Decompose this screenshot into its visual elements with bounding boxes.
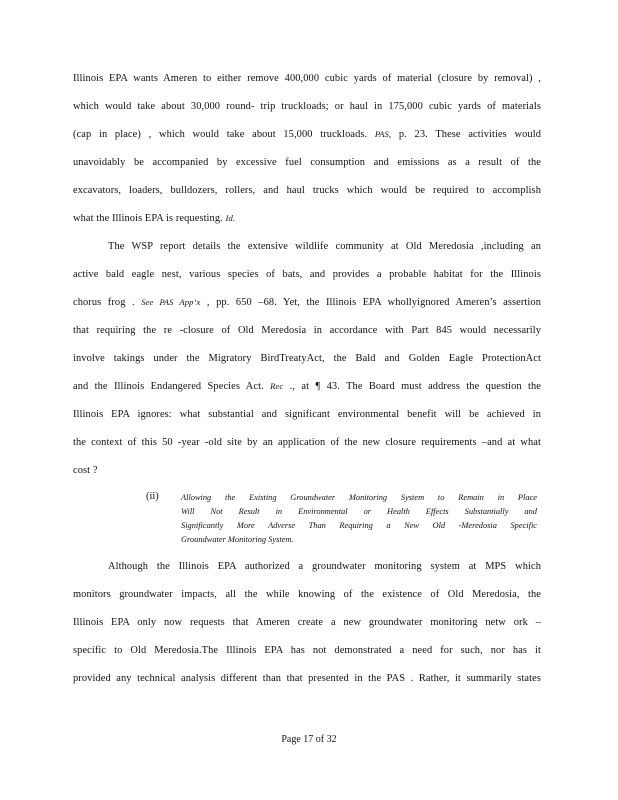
page-number: Page 17 of 32 (281, 734, 337, 745)
paragraph-3-line: monitors groundwater impacts, all the while knowing of the existence of Old Meredosia, the (73, 589, 541, 600)
paragraph-3-line: Although the Illinois EPA authorized a groundwater monitoring system at MPS which (108, 561, 541, 572)
paragraph-2-line: involve takings under the Migratory BirdTreatyAct, the Bald and Golden Eagle ProtectionAct (73, 353, 541, 364)
subheading-line: Significantly More Adverse Than Requiring a New Old -Meredosia Specific (181, 521, 537, 530)
paragraph-1-line: Illinois EPA wants Ameren to either remove 400,000 cubic yards of material (closure by removal) , (73, 73, 541, 84)
paragraph-3-line: specific to Old Meredosia.The Illinois EPA has not demonstrated a need for such, nor has it (73, 645, 541, 656)
citation: Rec (270, 381, 284, 391)
paragraph-2-line: the context of this 50 -year -old site by an application of the new closure requirements –and at what (73, 437, 541, 448)
paragraph-3-line: provided any technical analysis different than that presented in the PAS . Rather, it summarily states (73, 673, 541, 684)
paragraph-3-line: Illinois EPA only now requests that Ameren create a new groundwater monitoring netw ork – (73, 617, 541, 628)
paragraph-2-line: and the Illinois Endangered Species Act. Rec ., at ¶ 43. The Board must address the question the (73, 381, 541, 392)
subheading-line: Allowing the Existing Groundwater Monitoring System to Remain in Place (181, 493, 537, 502)
subheading-marker: (ii) (146, 491, 159, 502)
paragraph-1-line: (cap in place) , which would take about 15,000 truckloads. PAS, p. 23. These activities would (73, 129, 541, 140)
citation: See PAS App’x (141, 297, 201, 307)
paragraph-2-line: that requiring the re -closure of Old Meredosia in accordance with Part 845 would necessarily (73, 325, 541, 336)
citation: Id. (225, 213, 236, 223)
paragraph-1-line: unavoidably be accompanied by excessive fuel consumption and emissions as a result of the (73, 157, 541, 168)
citation: PAS, (374, 129, 392, 139)
paragraph-2-line: Illinois EPA ignores: what substantial and significant environmental benefit will be achieved in (73, 409, 541, 420)
paragraph-2-line: The WSP report details the extensive wildlife community at Old Meredosia ,including an (108, 241, 541, 252)
paragraph-1-line: what the Illinois EPA is requesting. Id. (73, 213, 236, 224)
subheading-line: Will Not Result in Environmental or Health Effects Substantially and (181, 507, 537, 516)
paragraph-2-line: active bald eagle nest, various species of bats, and provides a probable habitat for the Illinois (73, 269, 541, 280)
subheading-line: Groundwater Monitoring System. (181, 535, 294, 544)
paragraph-2-line: chorus frog . See PAS App’x , pp. 650 –68. Yet, the Illinois EPA whollyignored Ameren’s assertion (73, 297, 541, 308)
paragraph-1-line: excavators, loaders, bulldozers, rollers, and haul trucks which would be required to accomplish (73, 185, 541, 196)
paragraph-1-line: which would take about 30,000 round- trip truckloads; or haul in 175,000 cubic yards of materials (73, 101, 541, 112)
paragraph-2-line: cost ? (73, 465, 98, 476)
